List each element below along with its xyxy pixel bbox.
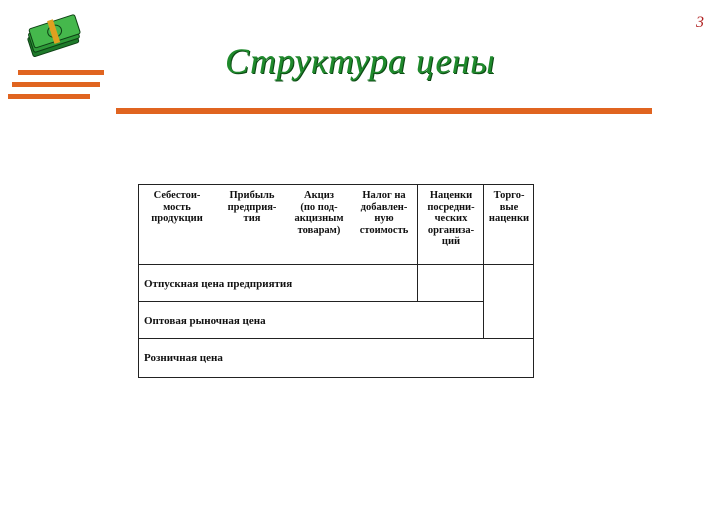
- slide-number: 3: [696, 14, 704, 31]
- row-label-optovaya: Оптовая рыночная цена: [144, 315, 266, 327]
- right-border: [483, 264, 484, 302]
- header-cost: Себестои- мость продукции: [151, 190, 203, 224]
- row-label-roznichnaya: Розничная цена: [144, 352, 223, 364]
- header-vat: Налог на добавлен- ную стоимость: [359, 190, 409, 236]
- right-border: [533, 264, 534, 339]
- page-title: Структура цены: [224, 41, 496, 81]
- row-label-otpusknaya: Отпускная цена предприятия: [144, 278, 293, 290]
- header-trade-markup: Торго- вые наценки: [488, 190, 530, 224]
- header-excise: Акциз (по под- акцизным товарам): [294, 190, 344, 236]
- header-profit: Прибыль предприя- тия: [227, 190, 277, 224]
- title-divider: [116, 108, 652, 114]
- header-intermediary-markup: Наценки посредни- ческих организа- ций: [427, 190, 475, 247]
- price-structure-table: [138, 184, 534, 378]
